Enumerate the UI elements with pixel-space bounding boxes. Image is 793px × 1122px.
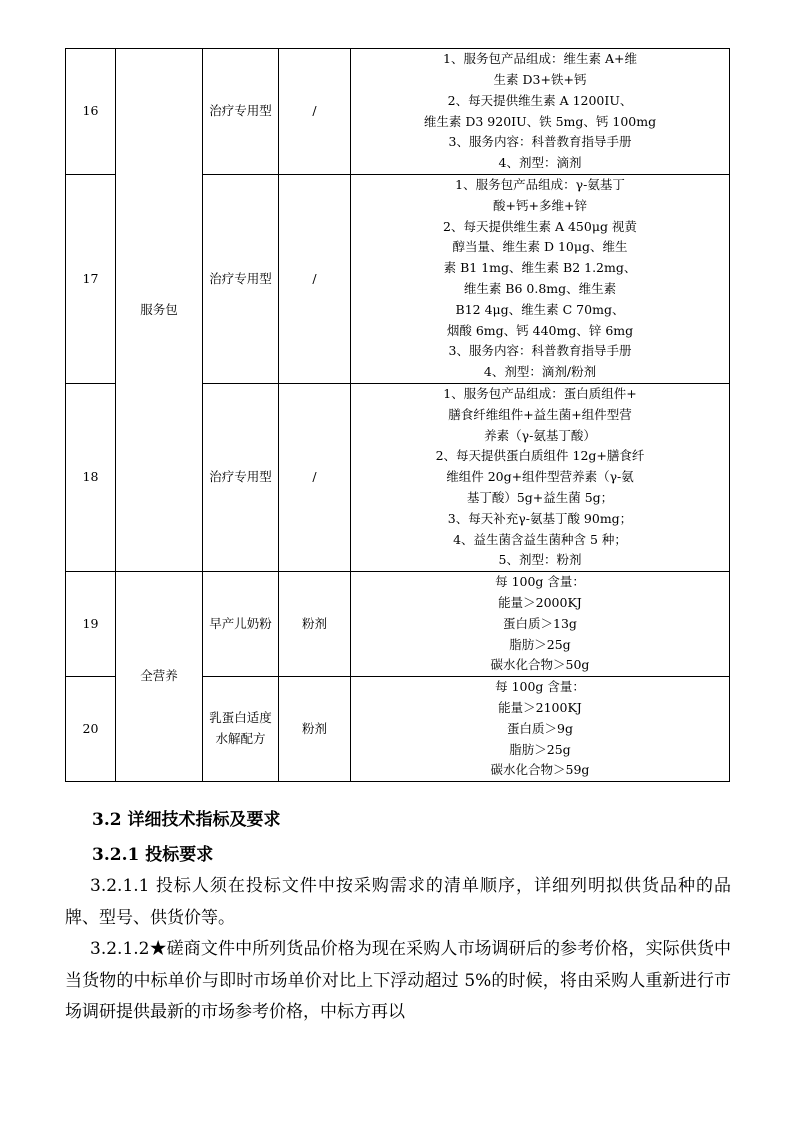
spec-line: 3、每天补充γ-氨基丁酸 90mg； (447, 510, 633, 526)
spec-line: 4、剂型：滴剂 (498, 155, 582, 171)
spec-cell (351, 677, 730, 782)
category-cell: 全营养 (116, 572, 203, 782)
row-number: 20 (66, 677, 116, 782)
product-name: 早产儿奶粉 (203, 572, 279, 677)
row-number: 16 (66, 49, 116, 175)
spec-line: 能量＞2100KJ (498, 699, 582, 715)
dosage-form: 粉剂 (279, 572, 351, 677)
spec-table (65, 48, 730, 782)
spec-line: 2、每天提供蛋白质组件 12g+膳食纤 (435, 448, 645, 464)
spec-line: 醇当量、维生素 D 10μg、维生 (452, 239, 628, 255)
spec-line: 蛋白质＞13g (503, 615, 577, 631)
spec-line: 膳食纤维组件+益生菌+组件型营 (448, 406, 632, 422)
spec-line: B12 4μg、维生素 C 70mg、 (455, 301, 625, 317)
spec-line: 素 B1 1mg、维生素 B2 1.2mg、 (443, 260, 637, 276)
spec-line: 维生素 D3 920IU、铁 5mg、钙 100mg (423, 113, 657, 129)
spec-cell (351, 49, 730, 175)
spec-cell (351, 175, 730, 384)
spec-line: 能量＞2000KJ (498, 594, 582, 610)
spec-line: 每 100g 含量： (495, 679, 585, 695)
paragraph: 3.2.1.2★磋商文件中所列货品价格为现在采购人市场调研后的参考价格，实际供货中当货物的中标单价与即时市场单价对比上下浮动超过 5%的时候，将由采购人重新进行市场调研提供最新的市场参考价格，中标方再以 (65, 939, 731, 1022)
spec-line: 5、剂型：粉剂 (498, 552, 582, 568)
spec-line: 4、益生菌含益生菌种含 5 种； (453, 531, 627, 547)
dosage-form: / (279, 49, 351, 175)
table-row (66, 49, 730, 175)
spec-line: 4、剂型：滴剂/粉剂 (483, 364, 597, 380)
spec-cell (351, 572, 730, 677)
product-name: 治疗专用型 (203, 49, 279, 175)
spec-line: 1、服务包产品组成：γ-氨基丁 (455, 177, 625, 193)
spec-line: 1、服务包产品组成：维生素 A+维 (443, 51, 637, 67)
spec-line: 脂肪＞25g (509, 636, 571, 652)
spec-line: 碳水化合物＞59g (490, 762, 590, 778)
row-number: 19 (66, 572, 116, 677)
table-row (66, 572, 730, 677)
spec-line: 1、服务包产品组成：蛋白质组件+ (443, 386, 637, 401)
spec-line: 碳水化合物＞50g (490, 657, 590, 673)
row-number: 17 (66, 175, 116, 384)
dosage-form: / (279, 175, 351, 384)
spec-line: 2、每天提供维生素 A 450μg 视黄 (443, 218, 637, 234)
spec-line: 脂肪＞25g (509, 741, 571, 757)
product-name: 治疗专用型 (203, 384, 279, 572)
row-number: 18 (66, 384, 116, 572)
spec-line: 3、服务内容：科普教育指导手册 (448, 134, 632, 150)
spec-line: 3、服务内容：科普教育指导手册 (448, 343, 632, 359)
spec-line: 基丁酸）5g+益生菌 5g； (466, 489, 614, 505)
paragraph: 3.2.1.1 投标人须在投标文件中按采购需求的清单顺序，详细列明拟供货品种的品牌、型号、供货价等。 (65, 876, 731, 928)
section-heading: 3.2 详细技术指标及要求 (92, 810, 281, 830)
product-name: 治疗专用型 (203, 175, 279, 384)
spec-line: 每 100g 含量： (495, 574, 585, 590)
dosage-form: / (279, 384, 351, 572)
spec-line: 养素（γ-氨基丁酸） (484, 427, 596, 443)
spec-line: 维生素 B6 0.8mg、维生素 (463, 281, 617, 296)
product-name: 乳蛋白适度水解配方 (203, 677, 279, 782)
spec-line: 生素 D3+铁+钙 (493, 71, 587, 87)
spec-line: 2、每天提供维生素 A 1200IU、 (447, 92, 633, 108)
spec-line: 蛋白质＞9g (507, 720, 573, 736)
dosage-form: 粉剂 (279, 677, 351, 782)
spec-line: 酸+钙+多维+锌 (493, 197, 587, 213)
subsection-heading: 3.2.1 投标要求 (92, 845, 214, 865)
spec-line: 烟酸 6mg、钙 440mg、锌 6mg (446, 322, 634, 338)
category-cell: 服务包 (116, 49, 203, 572)
spec-cell (351, 384, 730, 572)
spec-line: 维组件 20g+组件型营养素（γ-氨 (446, 469, 634, 485)
